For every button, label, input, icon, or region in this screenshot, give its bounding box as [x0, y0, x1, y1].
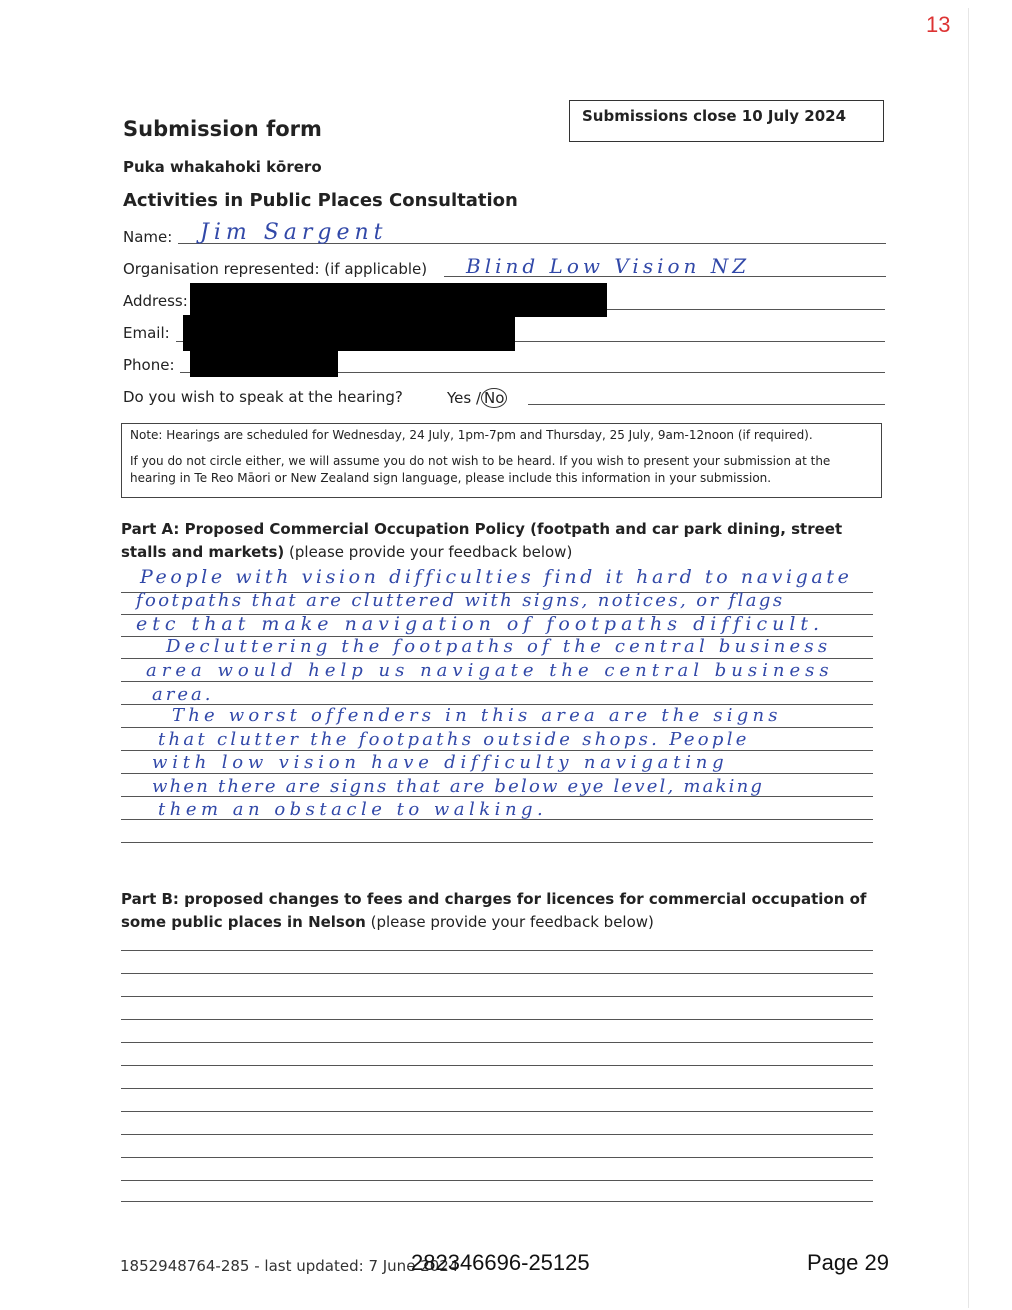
part-b-heading-bold: Part B: proposed changes to fees and charges for licences for commercial occupation of some public places in Nelson — [121, 890, 867, 931]
answer-line — [121, 773, 873, 774]
handwritten-line: that clutter the footpaths outside shops. People — [158, 729, 750, 750]
consultation-title: Activities in Public Places Consultation — [123, 190, 518, 211]
form-title: Submission form — [123, 117, 322, 141]
hearing-note-line1: Note: Hearings are scheduled for Wednesday, 24 July, 1pm-7pm and Thursday, 25 July, 9am-12noon (if required). — [130, 428, 813, 442]
answer-line — [121, 750, 873, 751]
answer-line — [121, 658, 873, 659]
answer-line — [121, 1134, 873, 1135]
answer-line — [121, 1111, 873, 1112]
email-label: Email: — [123, 324, 170, 342]
answer-line — [121, 1088, 873, 1089]
name-value[interactable]: Jim Sargent — [200, 220, 388, 245]
footer-page-label: Page 29 — [807, 1250, 889, 1275]
submissions-close-box: Submissions close 10 July 2024 — [569, 100, 884, 142]
handwritten-line: them an obstacle to walking. — [158, 799, 548, 820]
footer-record-id: 282346696-25125 — [411, 1250, 590, 1275]
answer-line — [121, 727, 873, 728]
handwritten-line: Decluttering the footpaths of the central business — [166, 636, 832, 657]
address-label: Address: — [123, 292, 188, 310]
handwritten-line: footpaths that are cluttered with signs, notices, or flags — [136, 590, 785, 611]
organisation-value[interactable]: Blind Low Vision NZ — [466, 254, 751, 278]
part-b-heading — [121, 888, 881, 934]
answer-line — [121, 950, 873, 951]
handwritten-line: etc that make navigation of footpaths difficult. — [136, 613, 825, 635]
answer-line — [121, 1042, 873, 1043]
handwritten-line: with low vision have difficulty navigating — [152, 752, 729, 773]
answer-line — [121, 996, 873, 997]
answer-line — [121, 1019, 873, 1020]
address-redaction — [190, 283, 607, 317]
answer-line — [121, 1201, 873, 1202]
speak-line — [528, 404, 885, 405]
hearing-note-box — [121, 423, 882, 498]
part-a-heading-bold: Part A: Proposed Commercial Occupation Policy (footpath and car park dining, street stalls and markets) — [121, 520, 843, 561]
handwritten-line: People with vision difficulties find it hard to navigate — [140, 566, 853, 588]
footer-doc-reference: 1852948764-285 - last updated: 7 June 2024 — [120, 1257, 459, 1275]
email-redaction — [183, 315, 515, 351]
page-edge — [968, 8, 969, 1308]
speak-no-option-circled[interactable]: No — [481, 388, 507, 408]
speak-label: Do you wish to speak at the hearing? — [123, 388, 403, 406]
part-a-heading — [121, 518, 881, 564]
answer-line — [121, 681, 873, 682]
part-b-heading-normal: (please provide your feedback below) — [365, 913, 654, 931]
phone-redaction — [190, 349, 338, 377]
page-number: 13 — [926, 12, 951, 37]
answer-line — [121, 973, 873, 974]
organisation-label: Organisation represented: (if applicable) — [123, 260, 428, 278]
handwritten-line: area would help us navigate the central business — [146, 660, 834, 681]
answer-line — [121, 842, 873, 843]
handwritten-line: The worst offenders in this area are the signs — [172, 705, 782, 726]
answer-line — [121, 1065, 873, 1066]
answer-line — [121, 1157, 873, 1158]
handwritten-line: area. — [152, 684, 214, 705]
answer-line — [121, 1180, 873, 1181]
part-a-heading-normal: (please provide your feedback below) — [284, 543, 573, 561]
speak-options — [447, 388, 507, 408]
name-label: Name: — [123, 228, 173, 246]
form-subtitle-maori: Puka whakahoki kōrero — [123, 158, 322, 176]
speak-yes-option[interactable]: Yes / — [447, 389, 482, 407]
phone-label: Phone: — [123, 356, 175, 374]
handwritten-line: when there are signs that are below eye level, making — [152, 776, 765, 797]
hearing-note-line2: If you do not circle either, we will assume you do not wish to be heard. If you wish to present your submission at the hearing in Te Reo Māori or New Zealand sign language, please include this information in your submission. — [130, 454, 831, 485]
